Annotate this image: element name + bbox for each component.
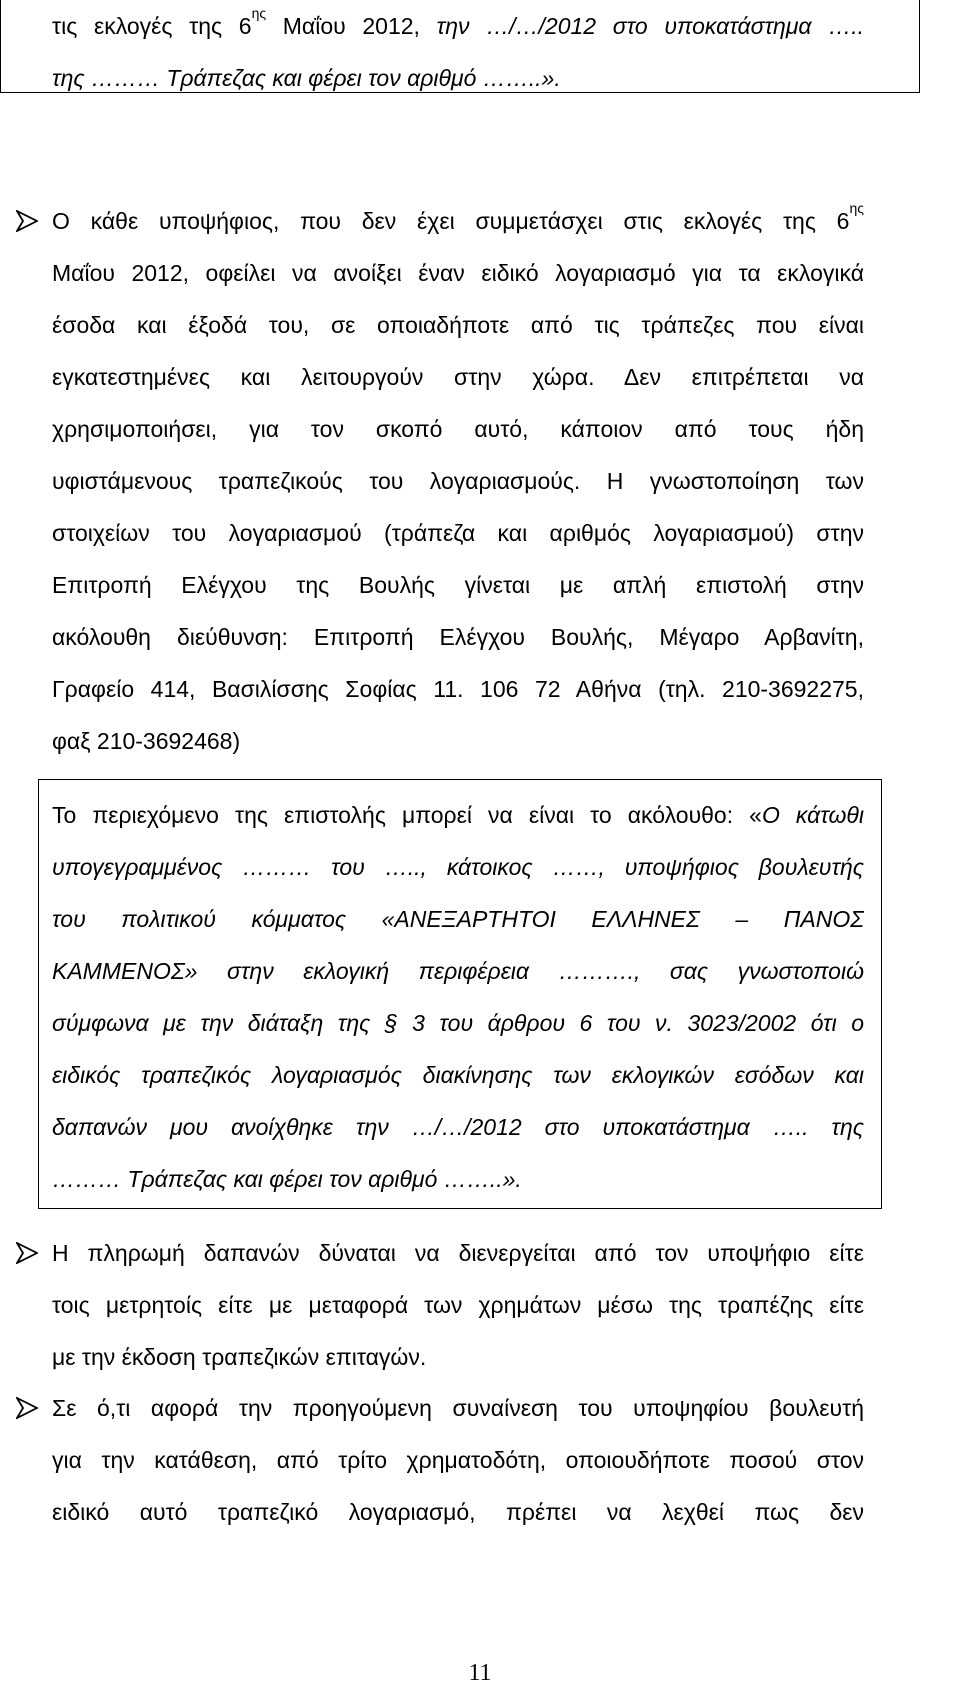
text-line: της ……… Τράπεζας και φέρει τον αριθμό ……..». (52, 65, 561, 91)
text-line: ΚΑΜΜΕΝΟΣ» στην εκλογική περιφέρεια ………., σας γνωστοποιώ (52, 958, 864, 984)
text-line: φαξ 210-3692468) (52, 728, 241, 754)
text-line: Σε ό,τι αφορά την προηγούμενη συναίνεση του υποψηφίου βουλευτή (52, 1395, 864, 1421)
text-line: με την έκδοση τραπεζικών επιταγών. (52, 1344, 427, 1370)
page-number: 11 (468, 1660, 492, 1686)
arrowhead-bullet-icon (16, 1397, 38, 1419)
paragraph-bank-account (52, 195, 864, 767)
arrowhead-bullet-icon (16, 1242, 38, 1264)
letter-template-text (52, 789, 864, 1205)
paragraph-payments (52, 1227, 864, 1383)
text-line: ειδικός τραπεζικός λογαριασμός διακίνησης των εκλογικών εσόδων και (52, 1062, 864, 1088)
text-line: ακόλουθη διεύθυνση: Επιτροπή Ελέγχου Βουλής, Μέγαρο Αρβανίτη, (52, 624, 864, 650)
text-line: σύμφωνα με την διάταξη της § 3 του άρθρου 6 του ν. 3023/2002 ότι ο (52, 1010, 864, 1036)
text-line: Μαΐου 2012, οφείλει να ανοίξει έναν ειδικό λογαριασμό για τα εκλογικά (52, 260, 864, 286)
text-line: Επιτροπή Ελέγχου της Βουλής γίνεται με απλή επιστολή στην (52, 572, 864, 598)
text-line: δαπανών μου ανοίχθηκε την …/…/2012 στο υποκατάστημα ….. της (52, 1114, 864, 1140)
text-line: Το περιεχόμενο της επιστολής μπορεί να είναι το ακόλουθο: «Ο κάτωθι (52, 802, 864, 828)
text-line: τις εκλογές της $6^{\eta\varsigma}$ Μαΐου 2012, την …/…/2012 στο υποκατάστημα ….. (52, 5, 864, 39)
text-line: ……… Τράπεζας και φέρει τον αριθμό ……..». (52, 1166, 522, 1192)
letter-box-top-text (52, 0, 864, 104)
text-line: Η πληρωμή δαπανών δύναται να διενεργείται από τον υποψήφιο είτε (52, 1240, 864, 1266)
text-line: υπογεγραμμένος ……… του ….., κάτοικος ……, υποψήφιος βουλευτής (52, 854, 864, 880)
arrowhead-bullet-icon (16, 210, 38, 232)
text-line: Γραφείο 414, Βασιλίσσης Σοφίας 11. 106 72 Αθήνα (τηλ. 210-3692275, (52, 676, 864, 702)
text-line: στοιχείων του λογαριασμού (τράπεζα και αριθμός λογαριασμού) στην (52, 520, 864, 546)
paragraph-third-party-consent (52, 1382, 864, 1538)
text-line: εγκατεστημένες και λειτουργούν στην χώρα. Δεν επιτρέπεται να (52, 364, 864, 390)
text-line: έσοδα και έξοδά του, σε οποιαδήποτε από τις τράπεζες που είναι (52, 312, 864, 338)
text-line: τοις μετρητοίς είτε με μεταφορά των χρημάτων μέσω της τραπέζης είτε (52, 1292, 864, 1318)
text-line: του πολιτικού κόμματος «ΑΝΕΞΑΡΤΗΤΟΙ ΕΛΛΗΝΕΣ – ΠΑΝΟΣ (52, 906, 864, 932)
text-line: Ο κάθε υποψήφιος, που δεν έχει συμμετάσχει στις εκλογές της $6^{\eta\varsigma}$ (52, 200, 864, 234)
text-line: για την κατάθεση, από τρίτο χρηματοδότη, οποιουδήποτε ποσού στον (52, 1447, 864, 1473)
text-line: ειδικό αυτό τραπεζικό λογαριασμό, πρέπει να λεχθεί πως δεν (52, 1499, 864, 1525)
text-line: χρησιμοποιήσει, για τον σκοπό αυτό, κάποιον από τους ήδη (52, 416, 864, 442)
text-line: υφιστάμενους τραπεζικούς του λογαριασμούς. Η γνωστοποίηση των (52, 468, 864, 494)
